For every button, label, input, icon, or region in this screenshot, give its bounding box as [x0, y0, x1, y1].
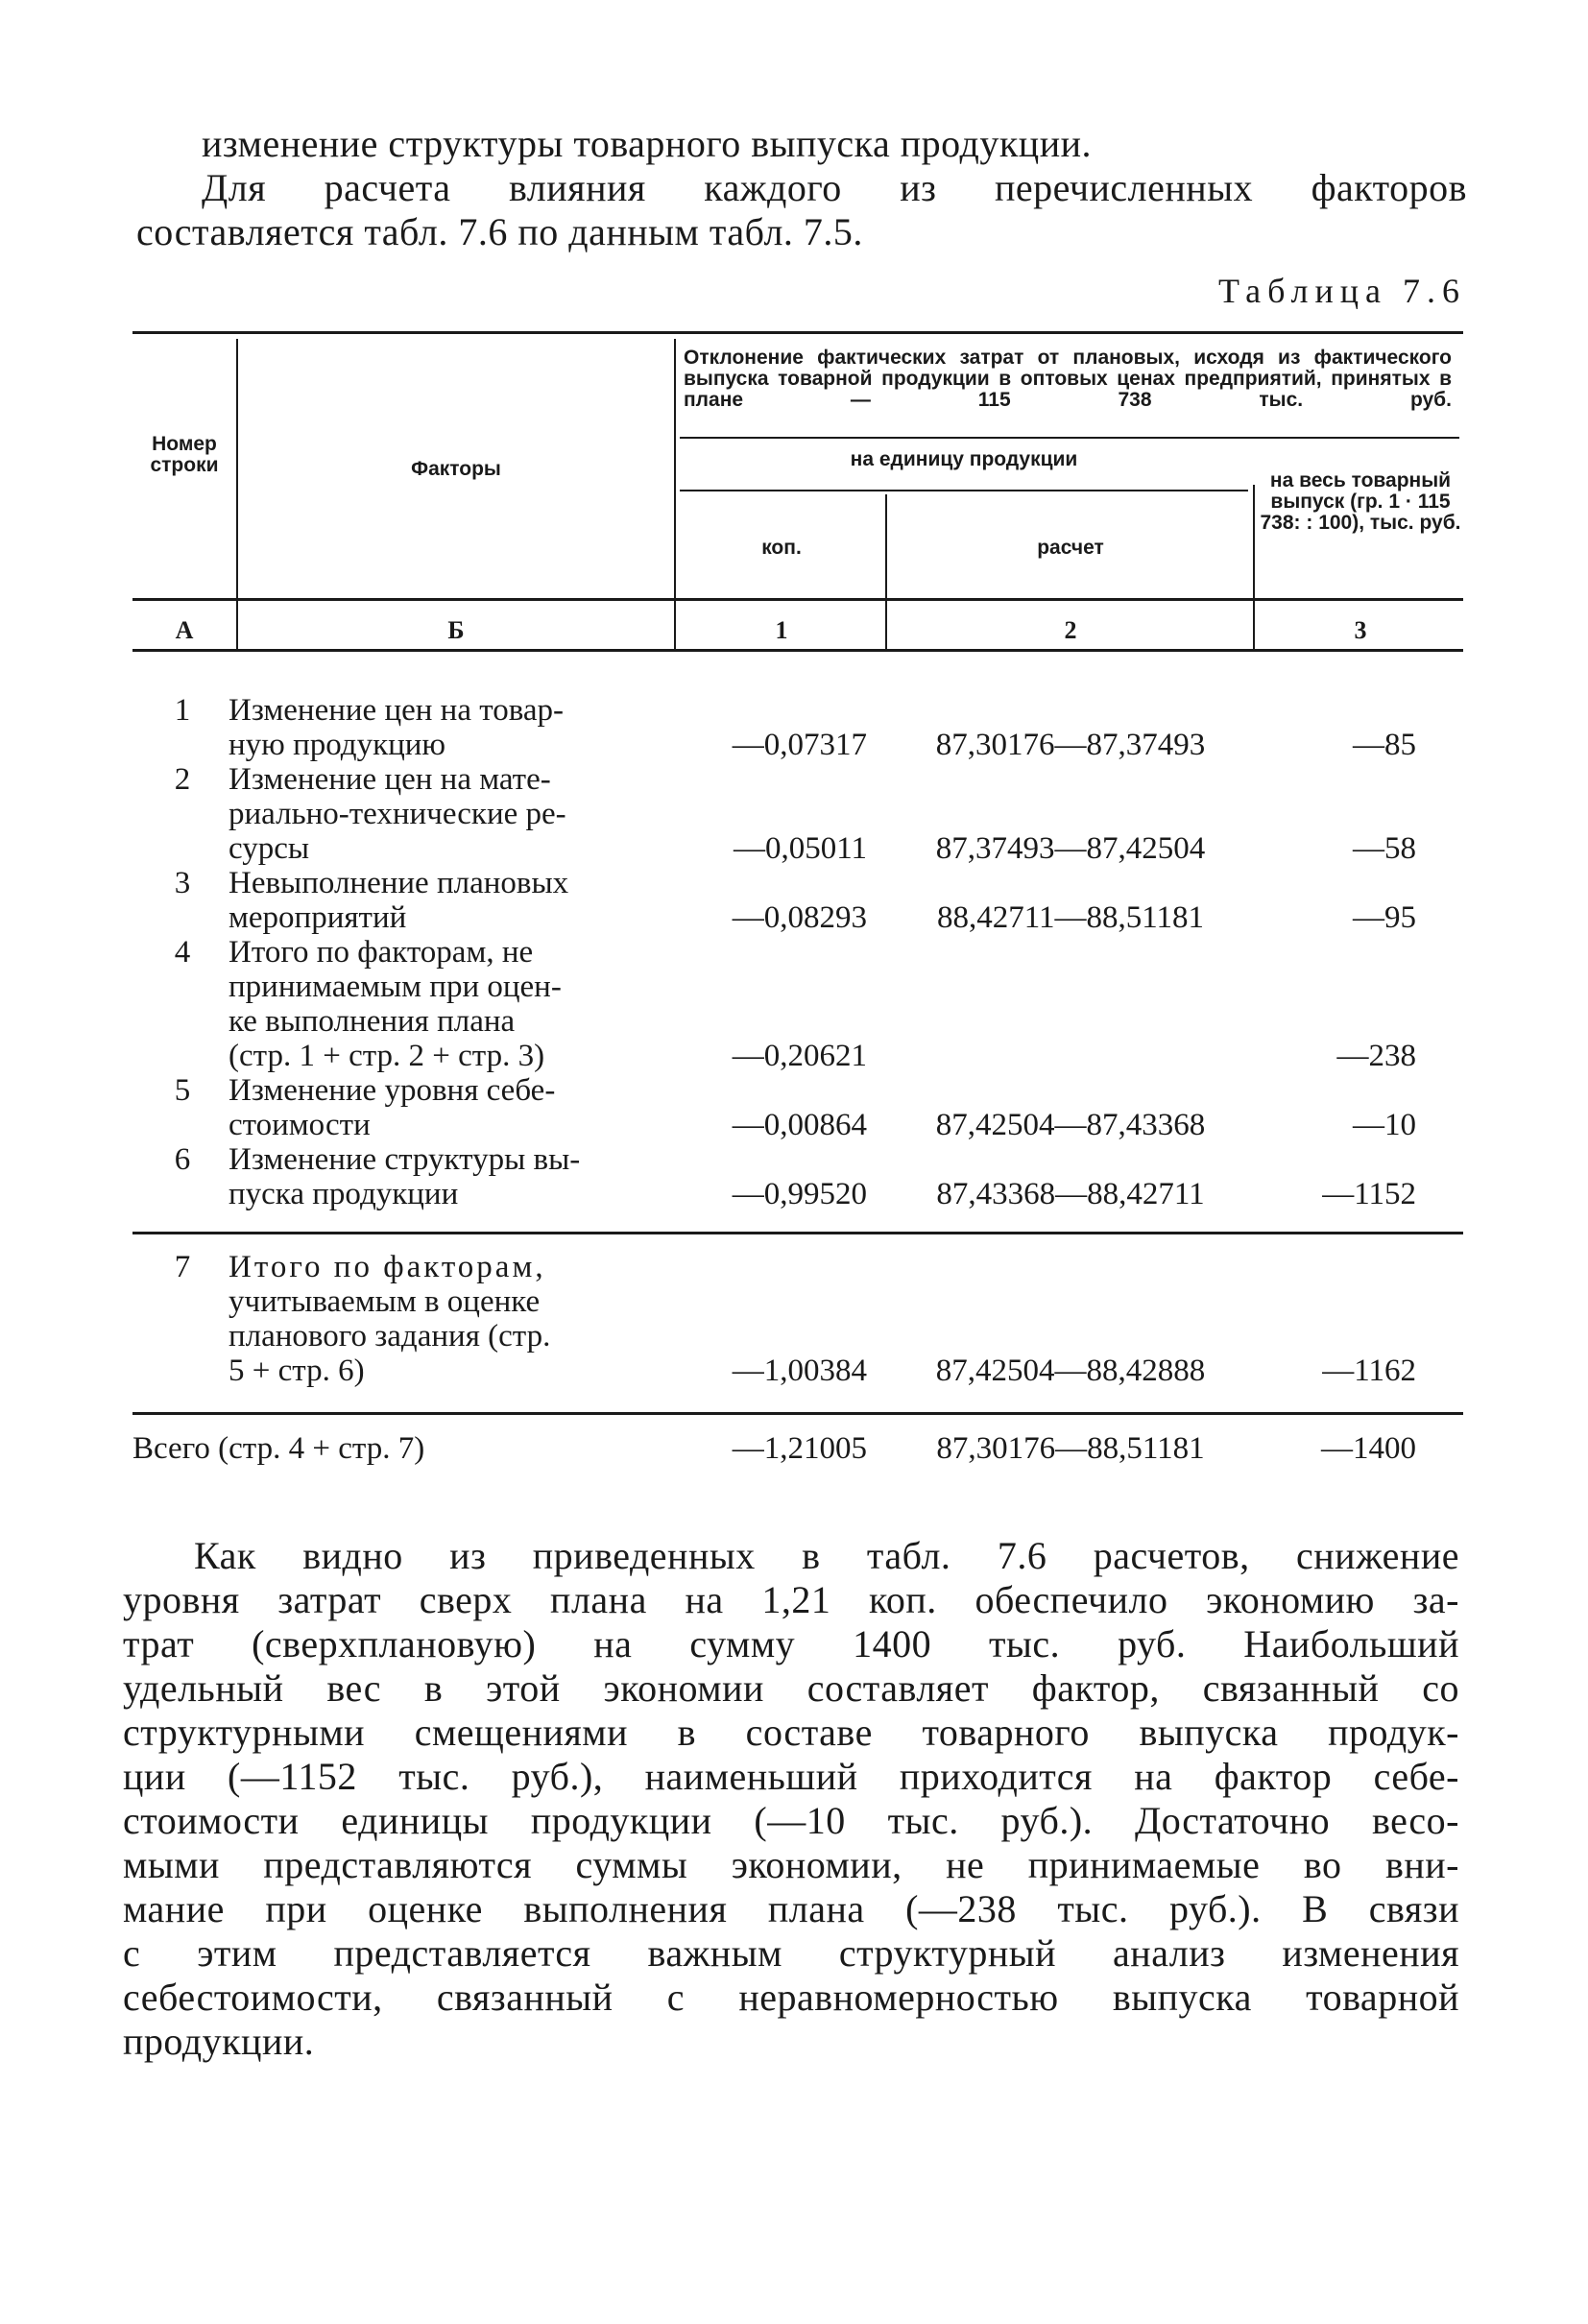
row7-top-rule	[132, 1232, 1463, 1234]
colnum-a: А	[175, 616, 194, 644]
row-4-factor-line: Итого по факторам, не	[229, 935, 534, 970]
conclusion-line-5: структурными смещениями в составе товарного выпуска продук-	[123, 1711, 1459, 1754]
header-bottom-rule	[132, 598, 1463, 601]
vline-2	[674, 339, 676, 649]
conclusion-line-1: Как видно из приведенных в табл. 7.6 расчетов, снижение	[194, 1534, 1459, 1577]
row-6-total: —1152	[1322, 1177, 1416, 1211]
row-7-factor	[229, 1250, 632, 1388]
row-5-number: 5	[174, 1073, 191, 1108]
row-5-kop: —0,00864	[732, 1108, 867, 1142]
row-1-kop: —0,07317	[732, 728, 867, 762]
row-5-factor-line: стоимости	[229, 1108, 371, 1142]
row-2-factor	[229, 762, 632, 866]
row-4-factor-line: ке выполнения плана	[229, 1004, 516, 1039]
conclusion-line-8: мыми представляются суммы экономии, не принимаемые во вни-	[123, 1843, 1459, 1886]
row-3-factor-line: мероприятий	[229, 900, 407, 935]
row-4-factor-line: (стр. 1 + стр. 2 + стр. 3)	[229, 1039, 545, 1073]
vline-4	[1253, 485, 1255, 649]
conclusion-line-9: мание при оценке выполнения плана (—238 тыс. руб.). В связи	[123, 1887, 1459, 1930]
row-2-number: 2	[174, 762, 191, 797]
conclusion-line-6: ции (—1152 тыс. руб.), наименьший приходится на фактор себе-	[123, 1755, 1459, 1798]
intro-line-3: составляется табл. 7.6 по данным табл. 7.5.	[136, 210, 863, 253]
row-6-calc: 87,43368—88,42711	[936, 1177, 1205, 1211]
row-7-number: 7	[174, 1250, 191, 1284]
row-7-calc: 87,42504—88,42888	[935, 1354, 1206, 1388]
row-2-factor-line: риально-технические ре-	[229, 797, 566, 831]
conclusion-line-2: уровня затрат сверх плана на 1,21 коп. обеспечило экономию за-	[123, 1578, 1459, 1621]
row-2-calc: 87,37493—87,42504	[935, 831, 1206, 866]
row-2-factor-line: сурсы	[229, 831, 310, 866]
header-factors: Факторы	[411, 458, 501, 480]
header-per-unit: на единицу продукции	[850, 448, 1078, 470]
total-row-kop: —1,21005	[732, 1431, 867, 1466]
conclusion-line-10: с этим представляется важным структурный анализ изменения	[123, 1931, 1459, 1975]
conclusion-line-3: трат (сверхплановую) на сумму 1400 тыс. руб. Наибольший	[123, 1622, 1459, 1665]
conclusion-line-7: стоимости единицы продукции (—10 тыс. руб.). Достаточно весо-	[123, 1799, 1459, 1842]
table-caption: Таблица 7.6	[1218, 272, 1466, 310]
row-4-total: —238	[1336, 1039, 1416, 1073]
row-3-number: 3	[174, 866, 191, 900]
row-7-factor-line: учитываемым в оценке	[229, 1284, 541, 1319]
row-4-number: 4	[174, 935, 191, 970]
row-6-kop: —0,99520	[732, 1177, 867, 1211]
perunit-rule	[680, 490, 1248, 491]
row-2-total: —58	[1353, 831, 1416, 866]
table-top-rule	[132, 331, 1463, 334]
total-row-label: Всего (стр. 4 + стр. 7)	[132, 1431, 425, 1466]
row-6-factor-line: Изменение структуры вы-	[229, 1142, 581, 1177]
colnum-bottom-rule	[132, 649, 1463, 652]
total-top-rule	[132, 1412, 1463, 1415]
intro-line-2: Для расчета влияния каждого из перечисленных факторов	[202, 166, 1467, 209]
vline-3	[885, 494, 887, 649]
row-5-factor	[229, 1073, 632, 1142]
conclusion-line-11: себестоимости, связанный с неравномерностью выпуска товарной	[123, 1976, 1459, 2019]
row-5-factor-line: Изменение уровня себе-	[229, 1073, 556, 1108]
row-1-factor	[229, 693, 632, 762]
row-3-kop: —0,08293	[732, 900, 867, 935]
row-1-total: —85	[1353, 728, 1416, 762]
header-row-number: Номер строки	[150, 433, 219, 476]
intro-line-1: изменение структуры товарного выпуска продукции.	[202, 122, 1093, 165]
row-1-number: 1	[174, 693, 191, 728]
subheader-rule	[680, 437, 1459, 439]
row-7-kop: —1,00384	[732, 1354, 867, 1388]
vline-1	[236, 339, 238, 649]
row-7-factor-line: 5 + стр. 6)	[229, 1354, 365, 1388]
conclusion-line-4: удельный вес в этой экономии составляет фактор, связанный со	[123, 1666, 1459, 1710]
row-1-factor-line: Изменение цен на товар-	[229, 693, 564, 728]
row-3-factor-line: Невыполнение плановых	[229, 866, 569, 900]
header-total-output: на весь товарный выпуск (гр. 1 · 115 738: : 100), тыс. руб.	[1260, 469, 1461, 534]
header-calc: расчет	[1037, 537, 1104, 559]
row-6-factor	[229, 1142, 632, 1211]
row-3-calc: 88,42711—88,51181	[936, 900, 1205, 935]
row-7-total: —1162	[1322, 1354, 1416, 1388]
header-deviation: Отклонение фактических затрат от плановых, исходя из фактического выпуска товарной продукции в оптовых ценах предприятий, принятых в плане — 115 738 тыс. руб.	[684, 347, 1452, 411]
row-3-factor	[229, 866, 632, 935]
total-row-total: —1400	[1321, 1431, 1416, 1466]
row-3-total: —95	[1353, 900, 1416, 935]
row-7-factor-line: Итого по факторам,	[229, 1250, 546, 1284]
row-2-factor-line: Изменение цен на мате-	[229, 762, 551, 797]
colnum-b: Б	[447, 616, 465, 644]
total-row-calc: 87,30176—88,51181	[936, 1431, 1205, 1466]
row-1-calc: 87,30176—87,37493	[935, 728, 1206, 762]
row-1-factor-line: ную продукцию	[229, 728, 446, 762]
row-5-calc: 87,42504—87,43368	[935, 1108, 1206, 1142]
row-4-kop: —0,20621	[732, 1039, 867, 1073]
colnum-2: 2	[1064, 616, 1077, 644]
row-7-factor-line: планового задания (стр.	[229, 1319, 551, 1354]
row-6-number: 6	[174, 1142, 191, 1177]
header-kop: коп.	[761, 537, 802, 559]
row-6-factor-line: пуска продукции	[229, 1177, 459, 1211]
row-2-kop: —0,05011	[733, 831, 867, 866]
row-4-factor	[229, 935, 632, 1073]
colnum-1: 1	[775, 616, 788, 644]
row-4-factor-line: принимаемым при оцен-	[229, 970, 562, 1004]
row-5-total: —10	[1353, 1108, 1416, 1142]
colnum-3: 3	[1354, 616, 1367, 644]
conclusion-line-12: продукции.	[123, 2020, 315, 2063]
